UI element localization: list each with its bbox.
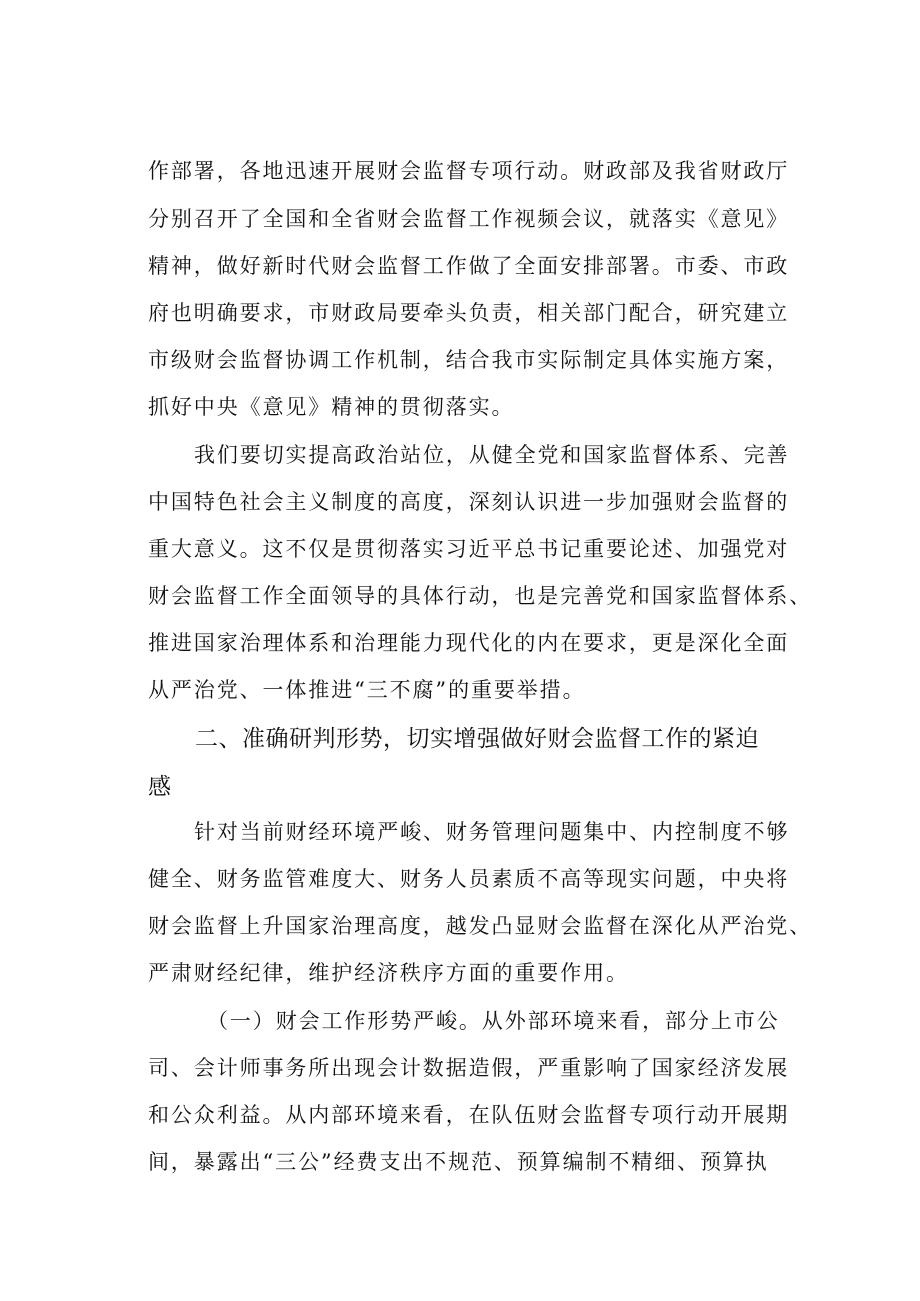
body-text-line: 推进国家治理体系和治理能力现代化的内在要求，更是深化全面 xyxy=(148,631,790,655)
body-text-line: 严肃财经纪律，维护经济秩序方面的重要作用。 xyxy=(148,961,629,985)
body-text-line: 针对当前财经环境严峻、财务管理问题集中、内控制度不够 xyxy=(194,820,790,844)
body-text-line: 分别召开了全国和全省财会监督工作视频会议，就落实《意见》 xyxy=(148,207,790,231)
body-text-line: 间，暴露出“三公”经费支出不规范、预算编制不精细、预算执 xyxy=(148,1150,769,1174)
body-text-line: 健全、财务监管难度大、财务人员素质不高等现实问题，中央将 xyxy=(148,867,790,891)
body-text-line: 从严治党、一体推进“三不腐”的重要举措。 xyxy=(148,678,586,702)
body-text-line: 财会监督上升国家治理高度，越发凸显财会监督在深化从严治党、 xyxy=(148,914,813,938)
section-heading: 二、准确研判形势，切实增强做好财会监督工作的紧迫 xyxy=(195,726,759,752)
body-text-line: 府也明确要求，市财政局要牵头负责，相关部门配合，研究建立 xyxy=(148,301,790,325)
body-text-line: 中国特色社会主义制度的高度，深刻认识进一步加强财会监督的 xyxy=(148,490,790,514)
body-text-line: （一）财会工作形势严峻。从外部环境来看，部分上市公 xyxy=(207,1009,780,1033)
body-text-line: 作部署，各地迅速开展财会监督专项行动。财政部及我省财政厅 xyxy=(148,159,790,183)
body-text-line: 重大意义。这不仅是贯彻落实习近平总书记重要论述、加强党对 xyxy=(148,537,790,561)
body-text-line: 司、会计师事务所出现会计数据造假，严重影响了国家经济发展 xyxy=(148,1056,790,1080)
body-text-line: 抓好中央《意见》精神的贯彻落实。 xyxy=(148,395,515,419)
body-text-line: 和公众利益。从内部环境来看，在队伍财会监督专项行动开展期 xyxy=(148,1103,790,1127)
body-text-line: 我们要切实提高政治站位，从健全党和国家监督体系、完善 xyxy=(194,443,790,467)
body-text-line: 财会监督工作全面领导的具体行动，也是完善党和国家监督体系、 xyxy=(148,584,813,608)
section-heading-continuation: 感 xyxy=(148,774,172,800)
body-text-line: 精神，做好新时代财会监督工作做了全面安排部署。市委、市政 xyxy=(148,254,790,278)
body-text-line: 市级财会监督协调工作机制，结合我市实际制定具体实施方案， xyxy=(148,348,790,372)
